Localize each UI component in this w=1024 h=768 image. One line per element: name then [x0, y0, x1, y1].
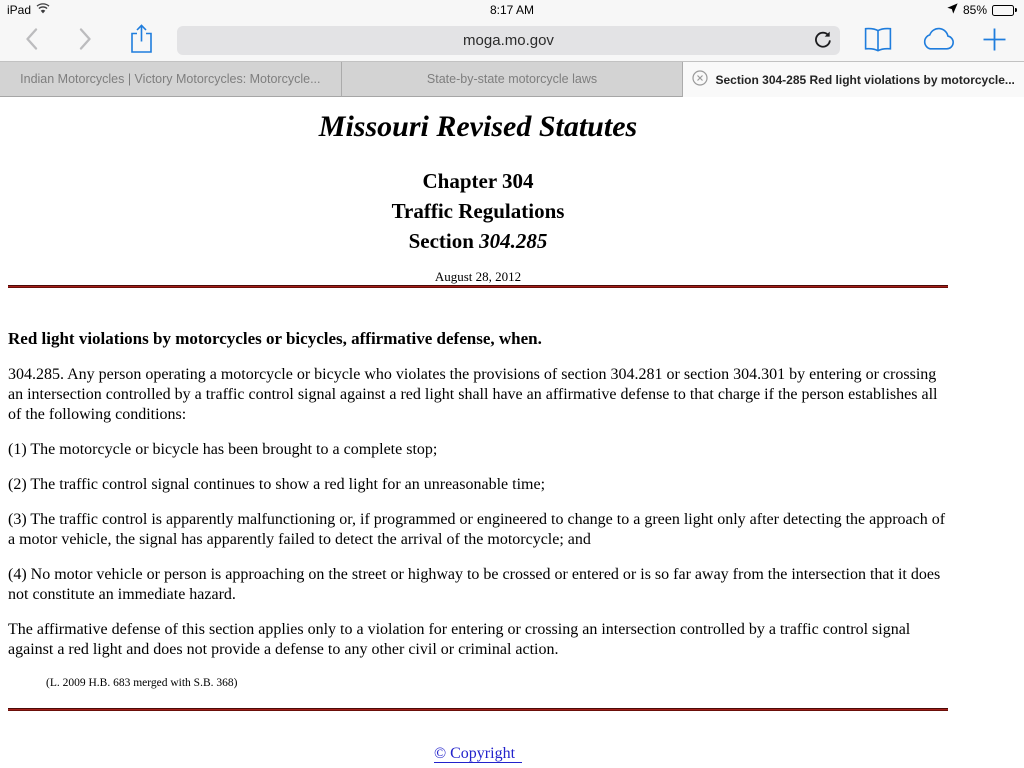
new-tab-button[interactable] [982, 27, 1007, 55]
url-text: moga.mo.gov [463, 32, 554, 49]
share-icon [129, 24, 154, 57]
tab-label: State-by-state motorcycle laws [426, 72, 598, 86]
reload-button[interactable] [814, 31, 832, 52]
statute-heading: Red light violations by motorcycles or bicycles, affirmative defense, when. [8, 329, 542, 348]
battery-icon [992, 5, 1014, 16]
footer [8, 745, 948, 763]
address-bar[interactable] [177, 26, 840, 55]
tab-indian-motorcycles[interactable] [0, 62, 342, 97]
section-line [8, 226, 948, 256]
browser-toolbar [0, 20, 1024, 61]
chapter-title: Traffic Regulations [391, 199, 565, 223]
statute-paragraph: (4) No motor vehicle or person is approaching on the street or highway to be crossed or entered or is so far away from the intersection that it does not constitute an immediate hazard. [8, 566, 941, 603]
statute-paragraph: (2) The traffic control signal continues to show a red light for an unreasonable time; [8, 476, 546, 493]
status-bar [0, 0, 1024, 20]
chapter-block [8, 166, 948, 256]
statute-body [8, 365, 948, 660]
red-divider-top [8, 285, 948, 288]
back-button[interactable] [25, 28, 38, 53]
section-label: Section [408, 229, 474, 253]
tab-section-304-285[interactable] [683, 62, 1024, 97]
bookmarks-button[interactable] [863, 27, 893, 55]
share-button[interactable] [129, 24, 154, 57]
tab-bar [0, 61, 1024, 97]
page-title: Missouri Revised Statutes [318, 110, 638, 143]
revision-date: August 28, 2012 [434, 269, 522, 284]
history-note: (L. 2009 H.B. 683 merged with S.B. 368) [46, 677, 238, 689]
chapter-number: Chapter 304 [422, 169, 534, 193]
red-divider-bottom [8, 708, 948, 711]
web-page-content [0, 97, 1024, 763]
clock: 8:17 AM [489, 3, 535, 17]
plus-icon [982, 27, 1007, 55]
close-tab-icon[interactable] [692, 70, 708, 89]
cloud-icon [920, 27, 956, 54]
statute-paragraph: The affirmative defense of this section applies only to a violation for entering or crossing an intersection controlled by a traffic control signal against a red light and does not provide a defense to any other civil or criminal action. [8, 621, 911, 658]
reload-icon [814, 37, 832, 52]
forward-chevron-icon [79, 28, 92, 53]
back-chevron-icon [25, 28, 38, 53]
icloud-tabs-button[interactable] [920, 27, 956, 54]
statute-paragraph: (3) The traffic control is apparently malfunctioning or, if programmed or engineered to change to a green light only after detecting the approach of a motor vehicle, the signal has apparently failed to detect the arrival of the motorcycle; and [8, 511, 946, 548]
battery-percent: 85% [962, 3, 987, 17]
tab-label: Section 304-285 Red light violations by motorcycle... [715, 72, 1015, 87]
book-icon [863, 27, 893, 55]
forward-button[interactable] [79, 28, 92, 53]
copyright-link[interactable]: © Copyright [434, 745, 522, 763]
section-number: 304.285 [479, 229, 548, 253]
tab-label: Indian Motorcycles | Victory Motorcycles: Motorcycle... [20, 72, 321, 86]
device-label: iPad [7, 3, 32, 17]
statute-paragraph: (1) The motorcycle or bicycle has been brought to a complete stop; [8, 441, 438, 458]
statute-paragraph: 304.285. Any person operating a motorcycle or bicycle who violates the provisions of section 304.281 or section 304.301 by entering or crossing an intersection controlled by a traffic control signal against a red light shall have an affirmative defense to that charge if the person establishes all of the following conditions: [8, 366, 938, 423]
tab-state-by-state-laws[interactable] [342, 62, 684, 97]
